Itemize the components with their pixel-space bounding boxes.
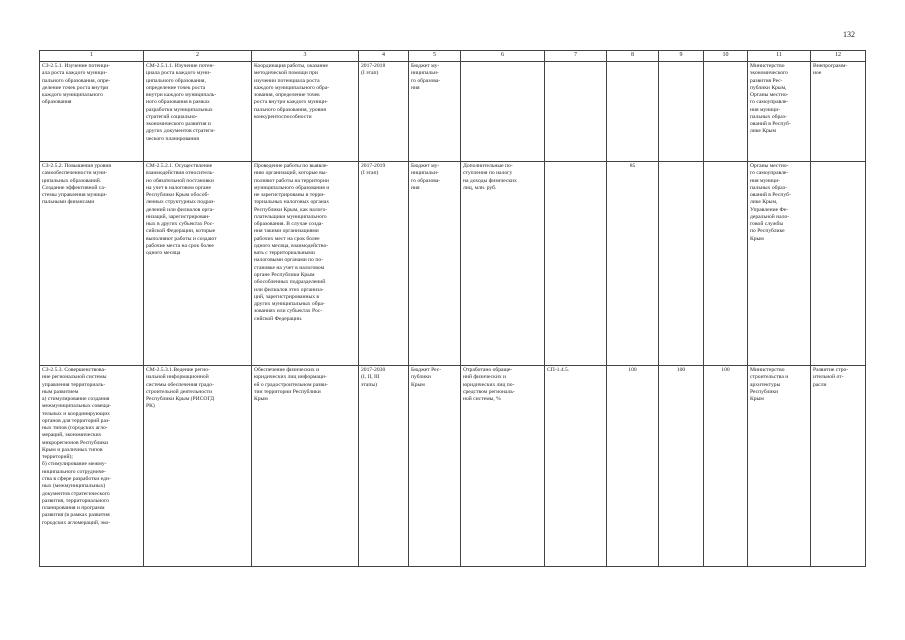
header-cell: 8 [607,51,659,62]
measure-cell: СМ-2.5.1.1. Изучение потен- циала роста каждого муни- ципального образования, определение точек роста внутри каждого муниципаль- ного образования в рамках разработки муниципальных стратегий социально- экономического развития и других документов стратеги- ческого планирования [144,62,252,162]
program-cell [811,162,866,366]
measure-cell: СМ-2.5.3.1.Ведение регио- нальной информационной системы обеспечения градо- строительной деятельности Республики Крым (РИСОГД РК) [144,366,252,567]
header-cell: 7 [545,51,607,62]
task-cell: СЗ-2.5.1. Изучение потенци- ала роста каждого муници- пального образования, опре- деление точек роста внутри каждого муниципального образования [40,62,144,162]
value-cell [607,62,659,162]
table-row [40,366,866,567]
period-cell: 2017-2018 (I этап) [359,62,409,162]
activity-cell: Обеспечение физических и юридических лиц информаци- ей о градостроительном разви- тии территории Республики Крым [252,366,359,567]
plan-table [39,50,866,567]
header-cell: 4 [359,51,409,62]
indicator-cell: Отработано обраще- ний физических и юридических лиц по- средством региональ- ной системы, % [461,366,545,567]
header-cell: 6 [461,51,545,62]
header-cell: 12 [811,51,866,62]
funding-cell: Бюджет му- ниципальн- го образова- ния [409,162,461,366]
header-cell: 5 [409,51,461,62]
indicator-cell [461,62,545,162]
value-cell [659,162,704,366]
period-cell: 2017-2019 (I этап) [359,162,409,366]
task-cell: СЗ-2.5.3. Совершенствова- ние региональной системы управления территориаль- ным развитием а) стимулирование создания межмуниципальных совеща- тельных и координирующих органов для территорий раз- ных типов (городских агло- мераций, экономических микрорегионов Республики Крым и различных типов территорий); б) стимулирование межму- ниципального сотрудниче- ства в сфере разработки еди- ных (межмуниципальных) документов стратегического развития, территориального планирования и программ развития (в рамках развития городских агломераций, эко- [40,366,144,567]
header-row [40,51,866,62]
funding-cell: Бюджет Рес- публики Крым [409,366,461,567]
activity-cell: Координация работы, оказание методической помощи при изучении потенциала роста каждого муниципального обра- зования, определение точек роста внутри каждого муници- пального образования, уровня конкурентоспособности [252,62,359,162]
task-cell: СЗ-2.5.2. Повышения уровня самообеспеченности муни- ципальных образований. Создание эффективной са- стемы управления муници- пальными финансами [40,162,144,366]
value-cell [704,162,748,366]
header-cell: 9 [659,51,704,62]
funding-cell: Бюджет му- ниципальн- го образова- ния [409,62,461,162]
indicator-cell: Дополнительные по- ступления по налогу на доходы физических лиц, млн. руб. [461,162,545,366]
code-cell [545,62,607,162]
value-cell: 100 [704,366,748,567]
measure-cell: СМ-2.5.2.1. Осуществление взаимодействия относитель- но обязательной постановки на учет в налоговом органе Республики Крым обособ- ленных структурных подраз- делений или филиалов орга- низаций, зарегистрирован- ных в других субъектах Рос- сийской Федерации, которые выполняют работы и создают рабочие места на срок более одного месяца [144,162,252,366]
program-cell: Внепрограмм- ное [811,62,866,162]
executor-cell: Министерство экономического развития Рес- публики Крым, Органы местно- го самоуправле- ния муници- пальных образ- ований в Респуб- лике Крым [748,62,811,162]
executor-cell: Органы местно- го самоуправле- ния муници- пальных образ- ований в Респуб- лике Крым, Управление Фе- деральной нало- говой службы по Республике Крым [748,162,811,366]
header-cell: 1 [40,51,144,62]
table-row [40,62,866,162]
value-cell [659,62,704,162]
header-cell: 11 [748,51,811,62]
value-cell: 100 [659,366,704,567]
table-row [40,162,866,366]
header-cell: 10 [704,51,748,62]
code-cell [545,162,607,366]
program-cell: Развитие стро- ительной от- расли [811,366,866,567]
period-cell: 2017-2030 (I, II, III этапы) [359,366,409,567]
value-cell: 100 [607,366,659,567]
executor-cell: Министерство строительства и архитектуры Республики Крым [748,366,811,567]
value-cell [704,62,748,162]
value-cell: 85 [607,162,659,366]
page-number: 132 [843,30,855,39]
code-cell: СП-1.4.5. [545,366,607,567]
header-cell: 3 [252,51,359,62]
activity-cell: Проведение работы по выявле- нию организаций, которые вы- полняют работы на территории муниципального образования и не зарегистрированы в терри- ториальных налоговых органах Республики Крым, как налого- плательщики муниципального образования. В случае созда- ния такими организациями рабочих мест на срок более одного месяца, взаимодейство- вать с территориальными налоговыми органами по по- становке на учет в налоговом органе Республики Крым обособленных подразделений или филиалов этих организа- ций, зарегистрированных в других муниципальных обра- зованиях или субъектах Рос- сийской Федерации. [252,162,359,366]
header-cell: 2 [144,51,252,62]
